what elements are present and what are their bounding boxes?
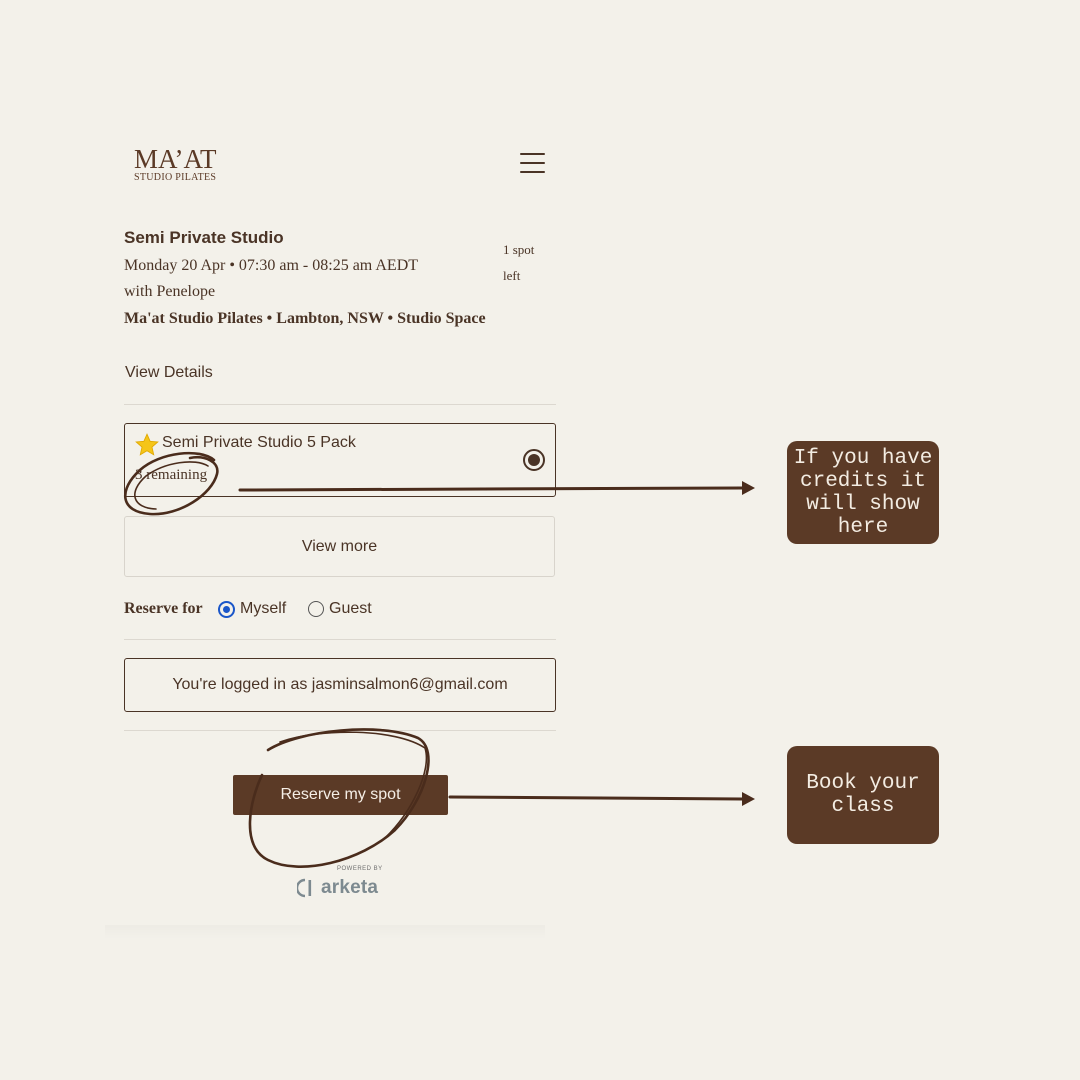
reserve-for-label: Reserve for [124,600,203,617]
divider [124,404,556,405]
spots-left-count: 1 spot [503,242,535,257]
logged-in-account: You're logged in as jasminsalmon6@gmail.com [124,658,556,712]
hamburger-menu-icon[interactable] [520,153,545,173]
arketa-wordmark: arketa [321,877,379,898]
arrow-line-book [450,797,742,799]
logo-name: MA’AT [134,144,217,174]
arketa-logo[interactable] [297,877,378,899]
studio-logo[interactable] [134,146,217,183]
view-details-link[interactable]: View Details [125,364,213,381]
reserve-for-myself[interactable] [218,600,286,618]
view-more-button[interactable]: View more [124,516,555,577]
radio-selected-icon[interactable] [218,601,235,618]
class-instructor: with Penelope [124,283,216,300]
logo-subtitle: STUDIO PILATES [134,172,217,183]
class-title: Semi Private Studio [124,228,284,247]
book-callout: Book your class [787,746,939,844]
class-datetime: Monday 20 Apr • 07:30 am - 08:25 am AEDT [124,257,419,274]
class-location: Ma'at Studio Pilates • Lambton, NSW • Studio Space [124,310,486,327]
star-icon [134,432,160,458]
reserve-for-guest[interactable] [308,600,372,618]
arrow-head-credits [742,481,755,495]
spots-left [503,237,553,289]
credit-pack-option[interactable] [124,423,556,497]
radio-label-guest: Guest [329,600,372,617]
page-shadow [105,925,545,939]
spots-left-suffix: left [503,268,521,283]
credit-pack-name: Semi Private Studio 5 Pack [162,434,356,451]
arketa-logo-icon [297,877,315,899]
radio-unselected-icon[interactable] [308,601,324,617]
credit-pack-remaining: 3 remaining [135,467,208,483]
arrow-head-book [742,792,755,806]
radio-label-myself: Myself [240,600,287,617]
credits-callout: If you have credits it will show here [787,441,939,544]
divider [124,730,556,731]
credit-pack-radio[interactable] [523,449,545,471]
powered-by-label: POWERED BY [337,866,383,872]
reserve-my-spot-button[interactable]: Reserve my spot [233,775,448,815]
divider [124,639,556,640]
